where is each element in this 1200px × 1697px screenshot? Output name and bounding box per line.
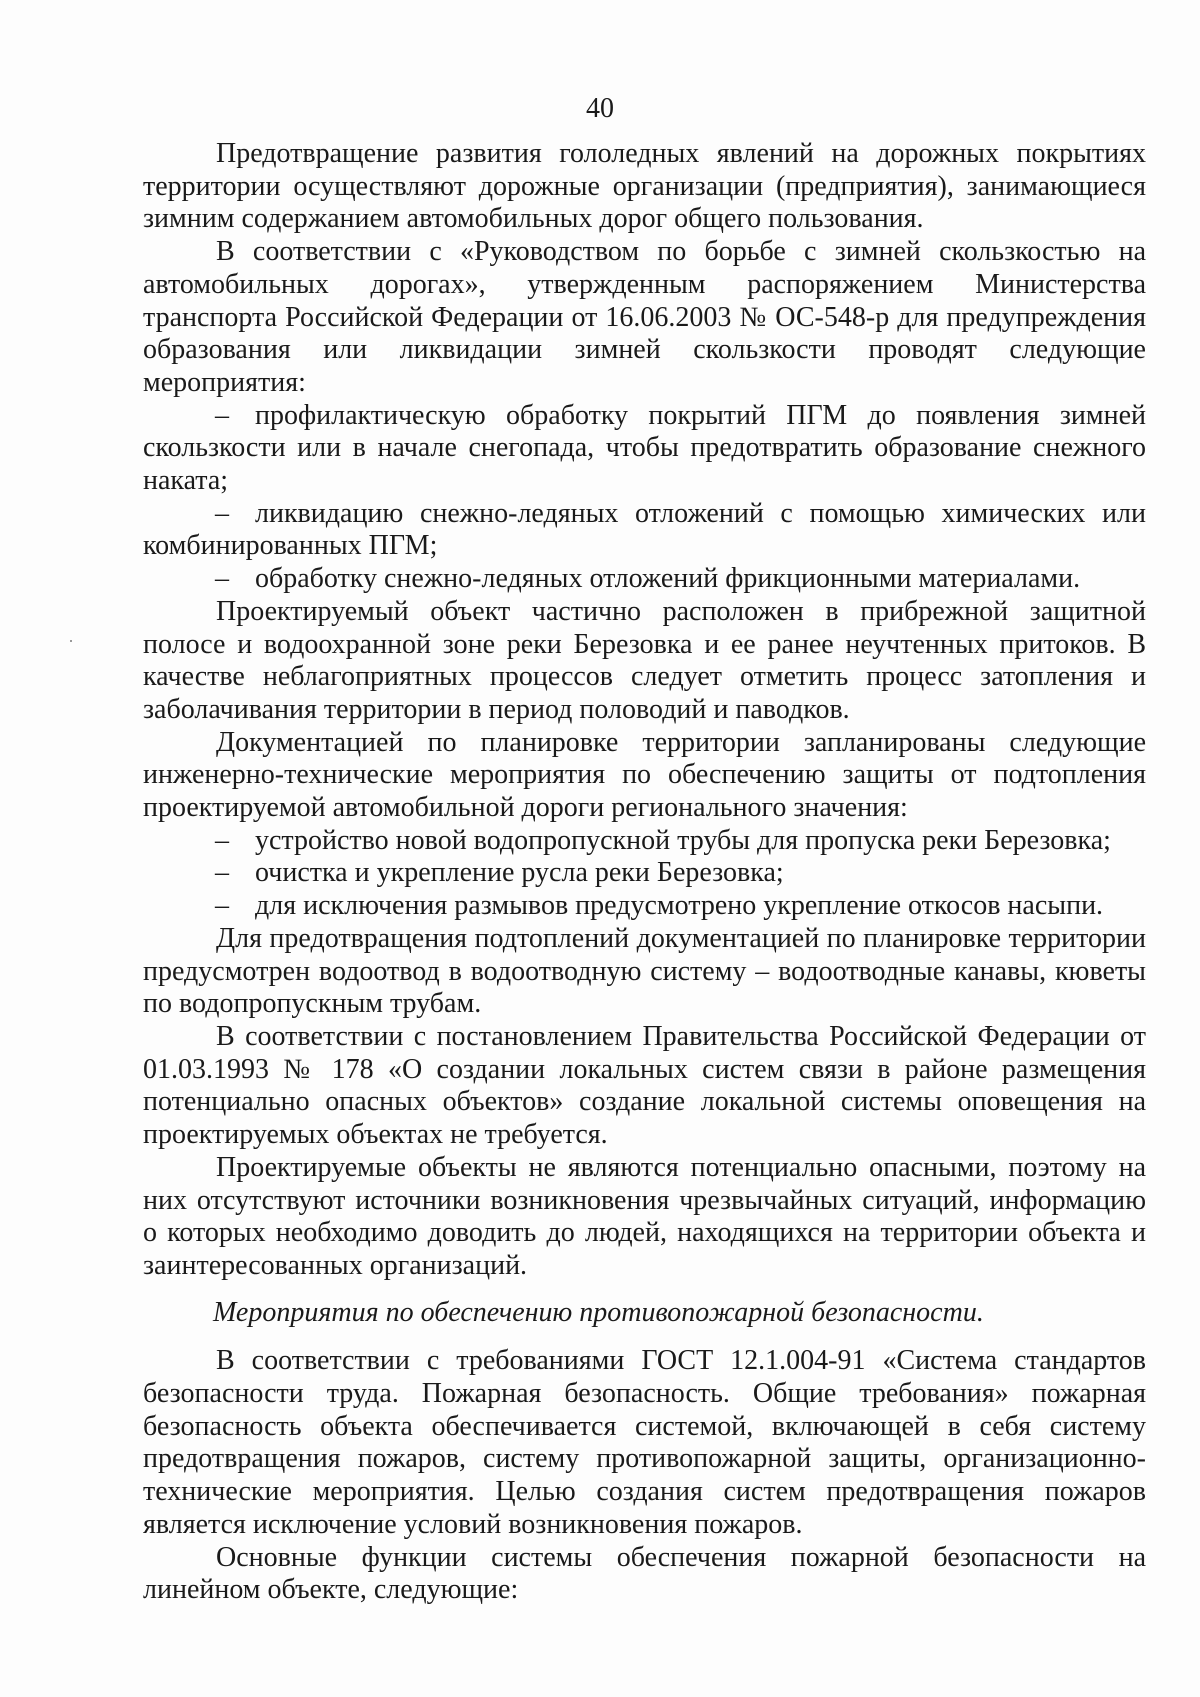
document-body [143, 138, 1146, 1607]
paragraph: В соответствии с требованиями ГОСТ 12.1.004-91 «Система стандартов безопасности труда. Пожарная безопасность. Общие требования» пожарная безопасность объекта обеспечивается системой, включающей в себя систему предотвращения пожаров, систему противопожарной защиты, организационно-технические мероприятия. Целью создания систем предотвращения пожаров является исключение условий возникновения пожаров. [143, 1345, 1146, 1540]
dash-bullet: – [215, 824, 229, 856]
dash-bullet: – [215, 857, 229, 889]
paragraph: Основные функции системы обеспечения пожарной безопасности на линейном объекте, следующие: [143, 1541, 1146, 1606]
list-item [143, 890, 1146, 923]
paragraph: Проектируемый объект частично расположен в прибрежной защитной полосе и водоохранной зоне реки Березовка и ее ранее неучтенных притоков. В качестве неблагоприятных процессов следует отметить процесс затопления и заболачивания территории в период половодий и паводков. [143, 595, 1146, 725]
list-item [143, 857, 1146, 890]
list-item-text: устройство новой водопропускной трубы для пропуска реки Березовка; [255, 824, 1111, 856]
list-item-text: профилактическую обработку покрытий ПГМ до появления зимней скользкости или в начале снегопада, чтобы предотвратить образование снежного наката; [143, 399, 1146, 497]
list-item-text: обработку снежно-ледяных отложений фрикционными материалами. [255, 563, 1081, 595]
paragraph: В соответствии с «Руководством по борьбе с зимней скользкостью на автомобильных дорогах», утвержденным распоряжением Министерства транспорта Российской Федерации от 16.06.2003 № ОС-548-р для предупреждения образования или ликвидации зимней скользкости проводят следующие мероприятия: [143, 236, 1146, 398]
list-item [143, 825, 1146, 858]
list-item [143, 400, 1146, 498]
list-item [143, 498, 1146, 563]
dash-bullet: – [215, 890, 229, 922]
paragraph: Документацией по планировке территории запланированы следующие инженерно-технические мероприятия по обеспечению защиты от подтопления проектируемой автомобильной дороги регионального значения: [143, 726, 1146, 824]
dash-bullet: – [215, 497, 229, 529]
paragraph: Предотвращение развития гололедных явлений на дорожных покрытиях территории осуществляют дорожные организации (предприятия), занимающиеся зимним содержанием автомобильных дорог общего пользования. [143, 138, 1146, 235]
list-item-text: очистка и укрепление русла реки Березовка; [255, 857, 784, 889]
page-number: 40 [586, 93, 614, 124]
list-item-text: для исключения размывов предусмотрено укрепление откосов насыпи. [255, 890, 1104, 922]
paragraph: Проектируемые объекты не являются потенциально опасными, поэтому на них отсутствуют источники возникновения чрезвычайных ситуаций, информацию о которых необходимо доводить до людей, находящихся на территории объекта и заинтересованных организаций. [143, 1151, 1146, 1281]
paragraph: Для предотвращения подтоплений документацией по планировке территории предусмотрен водоотвод в водоотводную систему – водоотводные канавы, кюветы по водопропускным трубам. [143, 922, 1146, 1020]
dash-bullet: – [215, 399, 229, 431]
list-item [143, 563, 1146, 596]
paragraph: В соответствии с постановлением Правительства Российской Федерации от 01.03.1993 № 178 «О создании локальных систем связи в районе размещения потенциально опасных объектов» создание локальной системы оповещения на проектируемых объектах не требуется. [143, 1020, 1146, 1151]
list-item-text: ликвидацию снежно-ледяных отложений с помощью химических или комбинированных ПГМ; [143, 497, 1146, 562]
dash-bullet: – [215, 563, 229, 595]
scan-speck [70, 640, 72, 642]
section-heading: Мероприятия по обеспечению противопожарной безопасности. [213, 1296, 984, 1328]
